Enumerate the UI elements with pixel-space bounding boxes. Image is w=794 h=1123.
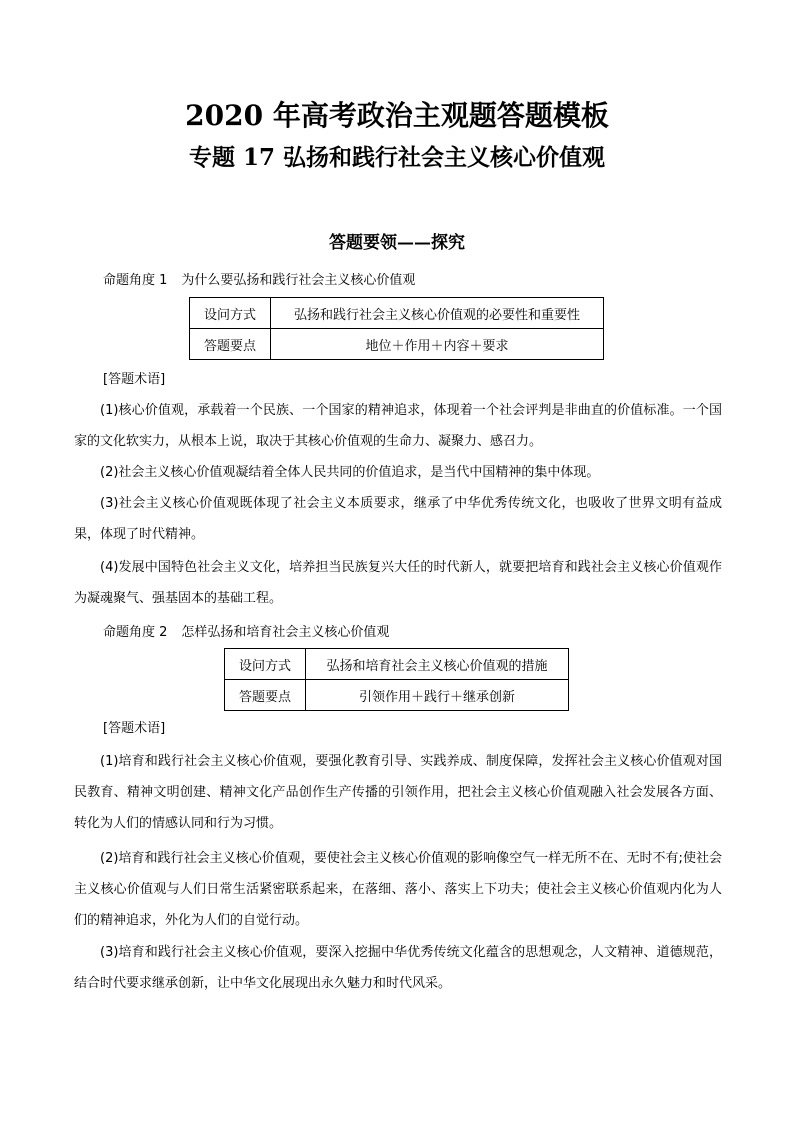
- paragraph: (2)社会主义核心价值观凝结着全体人民共同的价值追求，是当代中国精神的集中体现。: [100, 465, 600, 480]
- angle-1-terms-label: [答题术语]: [103, 372, 166, 387]
- table-cell: 答题要点: [225, 680, 306, 711]
- table-cell: 弘扬和践行社会主义核心价值观的必要性和重要性: [271, 298, 604, 329]
- angle-2-label: 命题角度 2: [103, 625, 168, 640]
- paragraph: (3)社会主义核心价值观既体现了社会主义本质要求，继承了中华优秀传统文化，也吸收了世界文明有益成果，体现了时代精神。: [74, 496, 722, 542]
- paragraph: (2)培育和践行社会主义核心价值观，要使社会主义核心价值观的影响像空气一样无所不在、无时不有;使社会主义核心价值观与人们日常生活紧密联系起来，在落细、落小、落实上下功夫；使社会主义核心价值观内化为人们的精神追求，外化为人们的自觉行动。: [74, 851, 722, 928]
- angle-1-table: [189, 297, 604, 360]
- angle-2-table: [224, 648, 569, 711]
- table-cell: 设问方式: [225, 649, 306, 680]
- table-cell: 答题要点: [190, 329, 271, 360]
- angle-1-text: 为什么要弘扬和践行社会主义核心价值观: [181, 273, 416, 288]
- table-row: [190, 329, 604, 360]
- doc-subtitle: 专题 17 弘扬和践行社会主义核心价值观: [188, 144, 606, 171]
- angle-1-label: 命题角度 1: [103, 273, 168, 288]
- paragraph: (1)培育和践行社会主义核心价值观，要强化教育引导、实践养成、制度保障，发挥社会主义核心价值观对国民教育、精神文明创建、精神文化产品创作生产传播的引领作用，把社会主义核心价值观融入社会发展各方面、转化为人们的情感认同和行为习惯。: [74, 754, 722, 831]
- angle-2-terms-label: [答题术语]: [103, 721, 166, 736]
- paragraph: (4)发展中国特色社会主义文化，培养担当民族复兴大任的时代新人，就要把培育和践社会主义核心价值观作为凝魂聚气、强基固本的基础工程。: [74, 560, 722, 606]
- paragraph: (3)培育和践行社会主义核心价值观，要深入挖掘中华优秀传统文化蕴含的思想观念，人文精神、道德规范，结合时代要求继承创新，让中华文化展现出永久魅力和时代风采。: [74, 945, 722, 991]
- table-cell: 引领作用＋践行＋继承创新: [306, 680, 569, 711]
- doc-title: 2020 年高考政治主观题答题模板: [185, 99, 609, 132]
- table-row: [225, 680, 569, 711]
- angle-1-heading: [103, 271, 415, 291]
- angle-2-heading: [103, 623, 389, 643]
- table-row: [225, 649, 569, 680]
- table-cell: 地位＋作用＋内容＋要求: [271, 329, 604, 360]
- paragraph: (1)核心价值观，承载着一个民族、一个国家的精神追求，体现着一个社会评判是非曲直的价值标准。一个国家的文化软实力，从根本上说，取决于其核心价值观的生命力、凝聚力、感召力。: [74, 403, 722, 449]
- table-cell: 设问方式: [190, 298, 271, 329]
- table-cell: 弘扬和培育社会主义核心价值观的措施: [306, 649, 569, 680]
- section-title: 答题要领——探究: [329, 233, 465, 253]
- angle-2-text: 怎样弘扬和培育社会主义核心价值观: [181, 625, 390, 640]
- table-row: [190, 298, 604, 329]
